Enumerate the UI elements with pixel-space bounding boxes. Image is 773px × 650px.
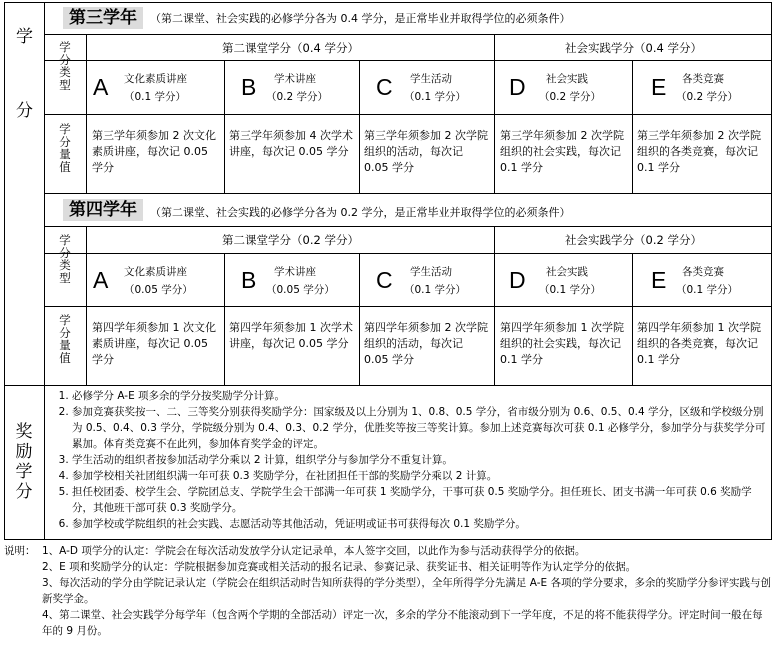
year3-item-a-desc: 第三学年须参加 2 次文化素质讲座，每次记 0.05 学分	[92, 129, 216, 174]
year3-item-c-desc: 第三学年须参加 2 次学院组织的活动，每次记 0.05 学分	[364, 129, 488, 174]
year3-item-c-credit: （0.1 学分）	[404, 91, 467, 103]
year4-item-d-desc: 第四学年须参加 1 次学院组织的社会实践，每次记 0.1 学分	[500, 321, 624, 366]
side-column-credits	[4, 2, 45, 385]
year4-title: 第四学年	[63, 199, 143, 221]
year4-item-d-credit: （0.1 学分）	[539, 284, 602, 296]
year3-type-label	[52, 41, 78, 92]
year4-value-char: 值	[59, 350, 71, 365]
year3-title: 第三学年	[63, 7, 143, 29]
year4-item-b-name: 学术讲座	[274, 266, 316, 278]
notes-item: 2、E 项和奖励学分的认定：学院根据参加竞赛或相关活动的报名记录、参赛记录、获奖证书、相关证明等作为认定学分的依据。	[42, 561, 637, 573]
year4-item-a-desc: 第四学年须参加 1 次文化素质讲座，每次记 0.05 学分	[92, 321, 216, 366]
year4-group1-label: 第二课堂学分（0.2 学分）	[222, 233, 359, 247]
year3-item-a-name: 文化素质讲座	[124, 73, 187, 85]
notes-item: 1、A-D 项学分的认定：学院会在每次活动发放学分认定记录单，本人签字交回，以此作为参与活动获得学分的依据。	[42, 545, 586, 557]
year3-group1-label: 第二课堂学分（0.4 学分）	[222, 41, 359, 55]
rewards-side-char: 学	[15, 462, 33, 482]
year3-value-char: 学	[59, 122, 71, 136]
year4-value-char: 量	[59, 338, 71, 353]
rewards-side-char: 分	[15, 482, 33, 502]
rewards-item: 4. 参加学校相关社团组织满一年可获 0.3 奖励学分，在社团担任干部的奖励学分乘以 2 计算。	[72, 468, 770, 484]
rewards-side-char: 奖	[15, 422, 33, 442]
year3-item-d-desc: 第三学年须参加 2 次学院组织的社会实践，每次记 0.1 学分	[500, 129, 624, 174]
year3-item-b-desc: 第三学年须参加 4 次学术讲座，每次记 0.05 学分	[229, 129, 353, 158]
year4-item-b-letter: B	[241, 267, 257, 293]
year3-item-c-name: 学生活动	[410, 73, 452, 85]
year4-type-char: 类	[59, 258, 71, 273]
year4-value-char: 学	[59, 313, 71, 327]
rewards-section	[4, 385, 772, 386]
year4-value-char: 分	[59, 325, 71, 340]
rewards-list	[48, 388, 770, 532]
notes-item: 4、第二课堂、社会实践学分每学年（包含两个学期的全部活动）评定一次，多余的学分不能滚动到下一学年度，不足的将不能获得学分。评定时间一般在每年的 9 月份。	[42, 609, 763, 637]
year4-item-e-name: 各类竞赛	[682, 266, 724, 278]
year4-item-a-name: 文化素质讲座	[124, 266, 187, 278]
year4-group2-label: 社会实践学分（0.2 学分）	[565, 233, 702, 247]
year4-item-e-desc: 第四学年须参加 1 次学院组织的各类竞赛，每次记 0.1 学分	[637, 321, 761, 366]
year3-type-char: 分	[59, 52, 71, 67]
notes-list	[42, 543, 772, 639]
side-label-xue: 学	[16, 27, 33, 47]
year4-item-a-credit: （0.05 学分）	[124, 284, 193, 296]
year3-type-row-bottom	[45, 114, 772, 115]
rewards-side-char: 励	[15, 442, 33, 462]
year3-value-char: 量	[59, 147, 71, 162]
year3-item-b-letter: B	[241, 74, 257, 100]
year4-item-b-desc: 第四学年须参加 1 次学术讲座，每次记 0.05 学分	[229, 321, 353, 350]
year4-item-b-credit: （0.05 学分）	[266, 284, 335, 296]
year3-item-d-name: 社会实践	[546, 73, 588, 85]
notes-item: 3、每次活动的学分由学院记录认定（学院会在组织活动时告知所获得的学分类型），全年所得学分先满足 A-E 各项的学分要求，多余的奖励学分参评实践与创新奖学金。	[42, 577, 771, 605]
year4-type-char: 学	[59, 233, 71, 247]
year3-value-char: 分	[59, 134, 71, 149]
rewards-item: 5. 担任校团委、校学生会、学院团总支、学院学生会干部满一年可获 1 奖励学分，干事可获 0.5 奖励学分。担任班长、团支书满一年可获 0.6 奖励学分，其他班干部可获 0.3 奖励学分。	[72, 484, 770, 516]
year3-item-d-credit: （0.2 学分）	[539, 91, 602, 103]
year4-item-c-name: 学生活动	[410, 266, 452, 278]
rewards-item: 1. 必修学分 A-E 项多余的学分按奖励学分计算。	[72, 388, 770, 404]
year4-type-char: 分	[59, 245, 71, 260]
side-label-fen: 分	[16, 101, 33, 121]
year3-value-char: 值	[59, 159, 71, 174]
year4-note: （第二课堂、社会实践的必修学分各为 0.2 学分，是正常毕业并取得学位的必须条件）	[150, 206, 571, 219]
year3-type-char: 型	[59, 77, 71, 92]
rewards-item: 2. 参加竞赛获奖按一、二、三等奖分别获得奖励学分：国家级及以上分别为 1、0.8、0.5 学分，省市级分别为 0.6、0.5、0.4 学分，区级和学校级分别为 0.5、0.4、0.3 学分，学院级分别为 0.4、0.3、0.2 学分，优胜奖等按三等奖计算。参加上述竞赛每次可获 0.1 必修学分，参加学分与获奖学分可累加。体育类竞赛不在此列，参加体育奖学金的评定。	[72, 404, 770, 452]
year4-type-char: 型	[59, 270, 71, 285]
year3-item-e-letter: E	[651, 74, 667, 100]
rewards-item: 3. 学生活动的组织者按参加活动学分乘以 2 计算，组织学分与参加学分不重复计算。	[72, 452, 770, 468]
year4-item-c-letter: C	[376, 267, 393, 293]
year4-item-e-credit: （0.1 学分）	[676, 284, 739, 296]
year3-item-b-credit: （0.2 学分）	[266, 91, 329, 103]
year3-item-d-letter: D	[509, 74, 526, 100]
year4-item-a-letter: A	[93, 267, 109, 293]
year3-item-b-name: 学术讲座	[274, 73, 316, 85]
year3-group2-label: 社会实践学分（0.4 学分）	[565, 41, 702, 55]
year3-item-e-desc: 第三学年须参加 2 次学院组织的各类竞赛，每次记 0.1 学分	[637, 129, 761, 174]
year3-item-a-credit: （0.1 学分）	[124, 91, 187, 103]
year4-item-d-name: 社会实践	[546, 266, 588, 278]
year3-type-char: 学	[59, 40, 71, 54]
year3-value-label	[52, 123, 78, 174]
year3-item-e-credit: （0.2 学分）	[676, 91, 739, 103]
year4-item-c-credit: （0.1 学分）	[404, 284, 467, 296]
year3-item-a-letter: A	[93, 74, 109, 100]
rewards-side-label	[9, 422, 39, 502]
year3-item-e-name: 各类竞赛	[682, 73, 724, 85]
year3-type-char: 类	[59, 65, 71, 80]
year4-type-label	[52, 234, 78, 285]
notes-label: 说明：	[4, 545, 36, 557]
year4-type-row-bottom	[45, 306, 772, 307]
rewards-item: 6. 参加学校或学院组织的社会实践、志愿活动等其他活动，凭证明或证书可获得每次 0.1 奖励学分。	[72, 516, 770, 532]
year4-value-label	[52, 314, 78, 365]
year4-item-e-letter: E	[651, 267, 667, 293]
year3-note: （第二课堂、社会实践的必修学分各为 0.4 学分，是正常毕业并取得学位的必须条件）	[150, 12, 571, 25]
year4-item-d-letter: D	[509, 267, 526, 293]
year4-item-c-desc: 第四学年须参加 2 次学院组织的活动，每次记 0.05 学分	[364, 321, 488, 366]
year3-item-c-letter: C	[376, 74, 393, 100]
